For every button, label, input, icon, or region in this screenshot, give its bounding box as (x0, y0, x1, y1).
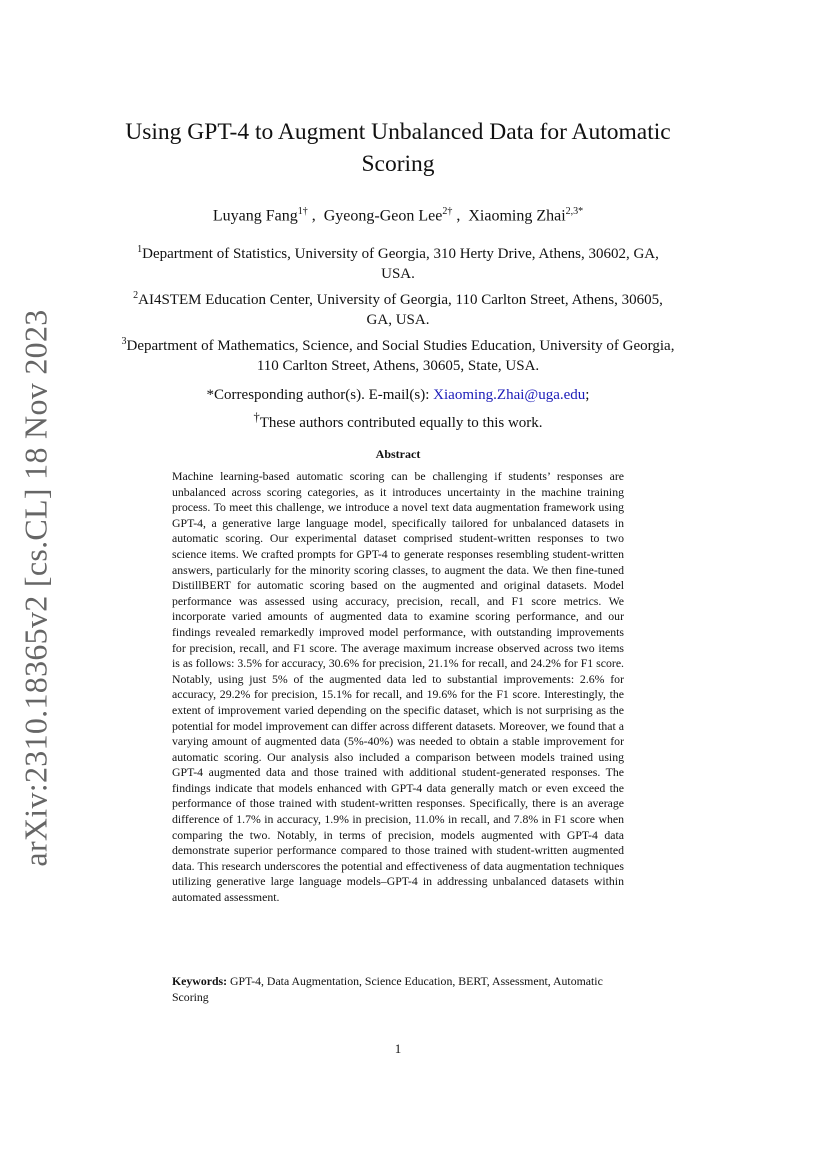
author-name: Gyeong-Geon Lee (323, 207, 443, 225)
affiliation-mark: 3 (121, 336, 127, 347)
affiliation-text: AI4STEM Education Center, University of Georgia, 110 Carlton Street, Athens, 30605, GA, USA. (138, 292, 663, 328)
author-name: Xiaoming Zhai (468, 207, 566, 225)
corresponding-author-label: *Corresponding author(s). E-mail(s): (206, 387, 434, 403)
author-list: Luyang Fang$^{1\dagger}$ , Gyeong-Geon Lee$^{2\dagger}$ , Xiaoming Zhai$^{2,3*}$ (212, 206, 584, 225)
author-affiliation-marks: 1† (297, 206, 308, 217)
abstract-heading: Abstract (375, 447, 421, 461)
equal-contribution-note (120, 406, 676, 434)
equal-contribution-mark: † (253, 410, 260, 424)
affiliation-mark: 1 (137, 244, 143, 255)
affiliation-text: Department of Mathematics, Science, and Social Studies Education, University of Georgia, 110 Carlton Street, Athens, 30605, State, USA. (126, 338, 675, 374)
abstract-body: Machine learning-based automatic scoring can be challenging if students’ responses are unbalanced across scoring categories, as it introduces uncertainty in the machine training process. To meet this challenge, we introduce a novel text data augmentation framework using GPT-4, a generative large language model, specifically tailored for unbalanced datasets in automatic scoring. Our experimental dataset comprised student-written responses to two science items. We crafted prompts for GPT-4 to generate responses resembling student-written answers, particularly for the minority scoring classes, to augment the data. We then fine-tuned DistillBERT for automatic scoring based on the augmented and original datasets. Model performance was assessed using accuracy, precision, recall, and F1 score metrics. We incorporate varied amounts of augmented data to examine scoring performance, and our findings revealed remarkedly improved model performance, with outstanding improvements for precision, recall, and F1 score. The average maximum increase observed across two items is as follows: 3.5% for accuracy, 30.6% for precision, 21.1% for recall, and 24.2% for F1 score. Notably, using just 5% of the augmented data led to substantial improvements: 2.6% for accuracy, 29.2% for precision, 15.1% for recall, and 19.6% for the F1 score. Interestingly, the extent of improvement varied depending on the specific dataset, which is not surprising as the potential for model improvement can differ across different datasets. Moreover, we found that a varying amount of augmented data (5%-40%) was needed to obtain a stable improvement for automatic scoring. Our analysis also included a comparison between models trained using GPT-4 augmented data and those trained with additional student-generated responses. The findings indicate that models enhanced with GPT-4 data generally match or even exceed the performance of those trained with student-written responses. Specifically, there is an average difference of 1.7% in accuracy, 1.9% in precision, 11.0% in recall, and 7.8% in F1 score when comparing the two. Notably, in terms of precision, models augmented with GPT-4 data demonstrate superior performance compared to those trained with student-written augmented data. This research underscores the potential and effectiveness of data augmentation techniques utilizing generative large language models–GPT-4 in addressing unbalanced datasets within automated assessment. (172, 469, 624, 905)
affiliation-mark: 2 (133, 290, 139, 301)
affiliation (120, 332, 676, 376)
keywords-label: Keywords: (172, 974, 228, 988)
author-affiliation-marks: 2,3* (565, 206, 584, 217)
author-name: Luyang Fang (212, 207, 298, 225)
page-number: 1 (394, 1041, 402, 1056)
affiliation-text: Department of Statistics, University of Georgia, 310 Herty Drive, Athens, 30602, GA, USA. (142, 246, 659, 282)
arxiv-identifier-text: arXiv:2310.18365v2 [cs.CL] 18 Nov 2023 (17, 309, 54, 867)
paper-title: Using GPT-4 to Augment Unbalanced Data for Automatic Scoring (125, 119, 671, 177)
equal-contribution-text: These authors contributed equally to this work. (259, 415, 543, 431)
corresponding-author-line: *Corresponding author(s). E-mail(s): Xiaoming.Zhai@uga.edu; (206, 387, 590, 403)
keywords-text: GPT-4, Data Augmentation, Science Education, BERT, Assessment, Automatic Scoring (172, 974, 603, 1004)
correspondence-block (120, 384, 676, 434)
corresponding-email-link[interactable]: Xiaoming.Zhai@uga.edu (433, 387, 586, 403)
keywords-line (172, 974, 624, 1005)
affiliation (120, 286, 676, 330)
affiliation-list (120, 240, 676, 378)
affiliation (120, 240, 676, 284)
author-affiliation-marks: 2† (442, 206, 453, 217)
